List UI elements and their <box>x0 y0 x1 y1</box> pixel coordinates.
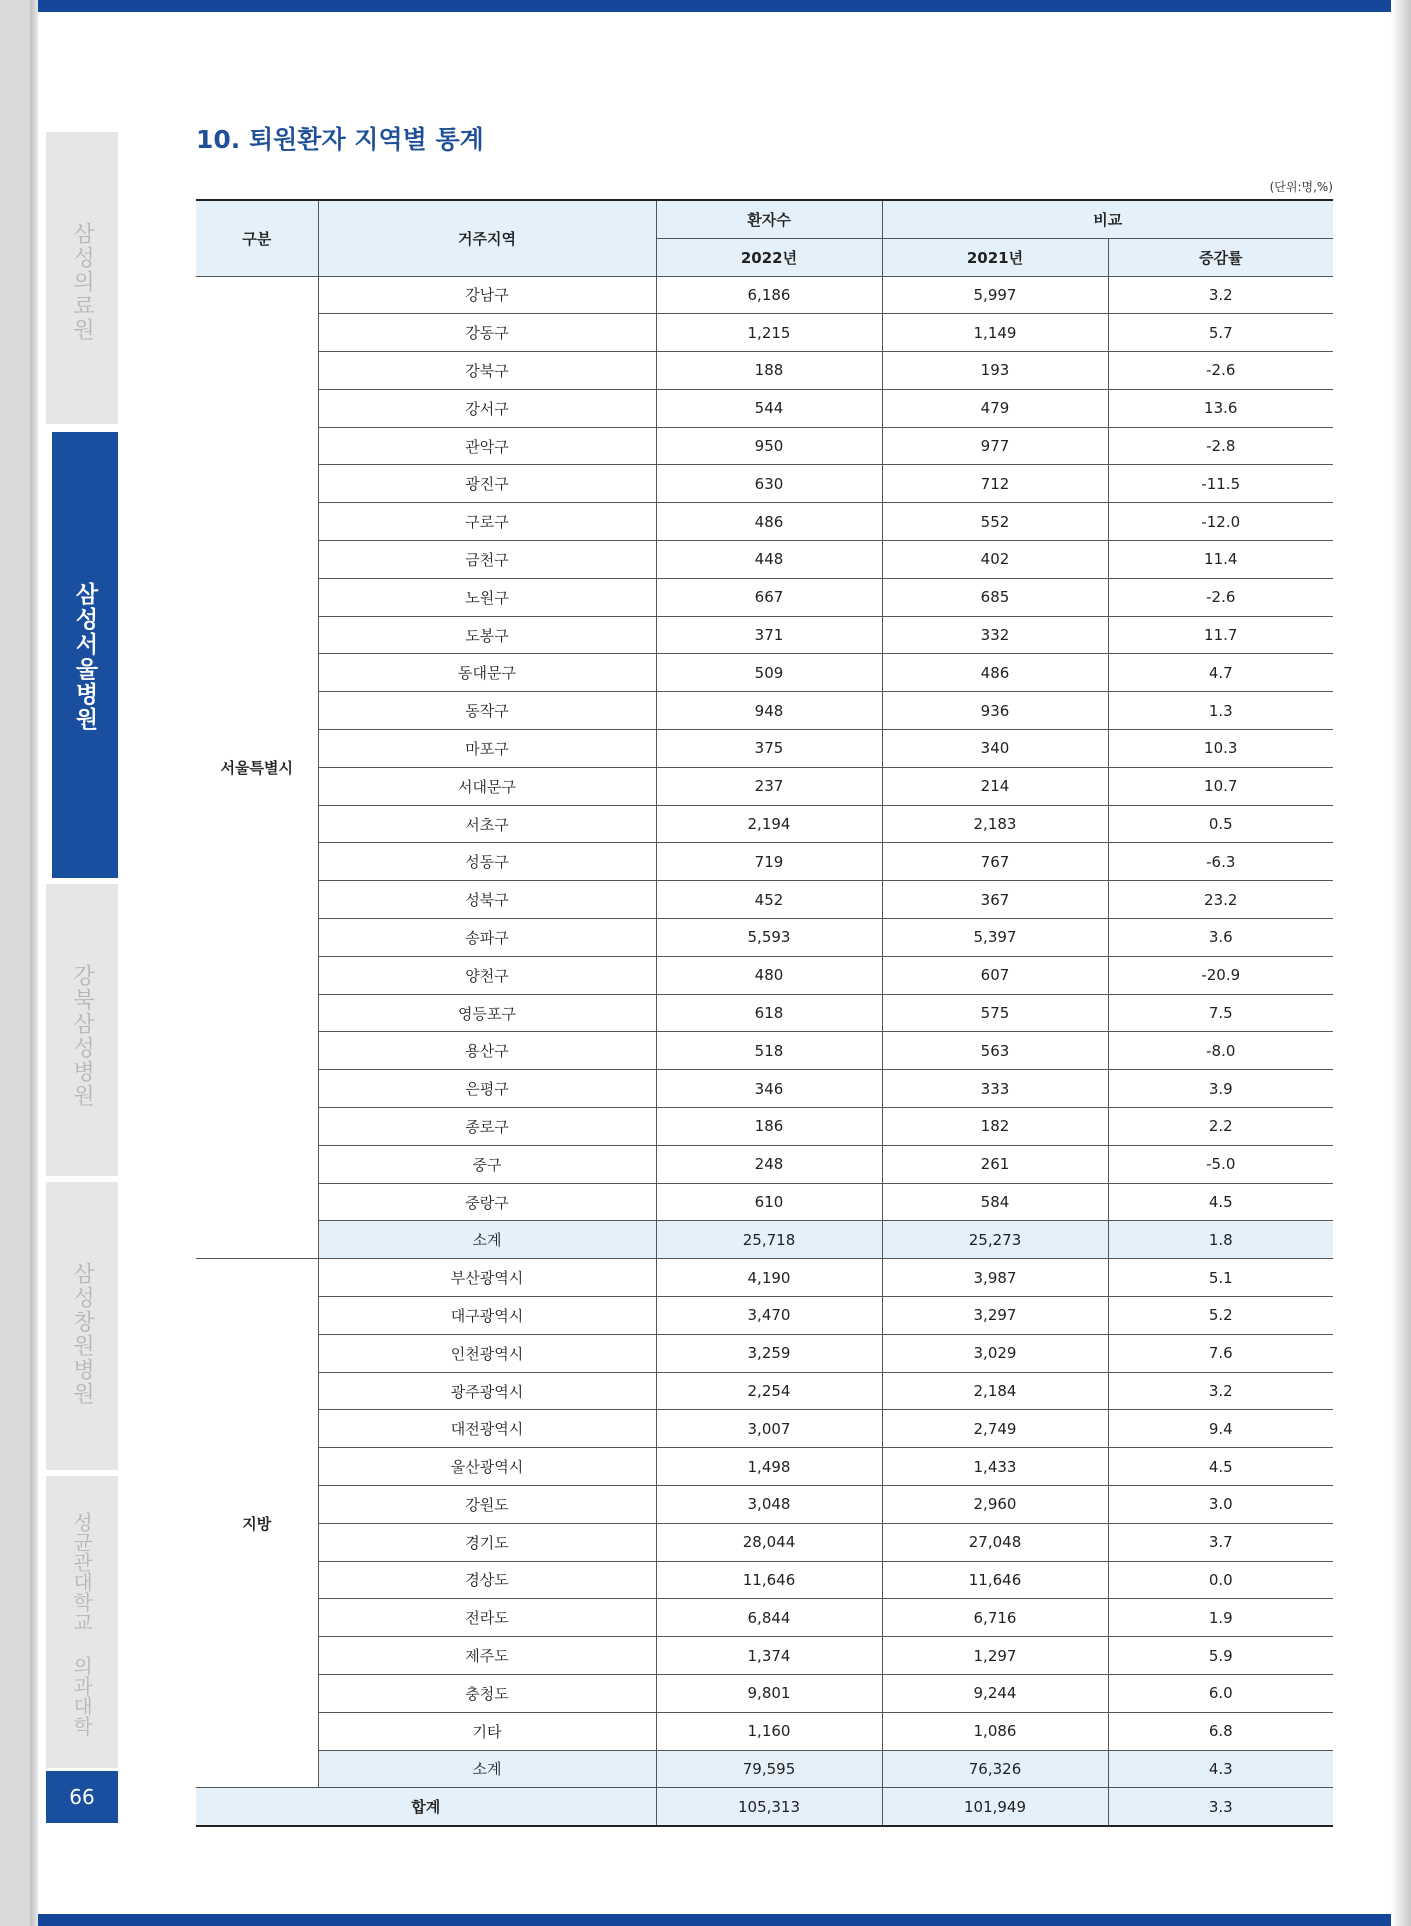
table-row <box>196 1599 1333 1637</box>
table-row <box>196 805 1333 843</box>
rate-cell: 0.5 <box>1108 805 1333 843</box>
patients-2021-cell: 1,149 <box>882 314 1108 352</box>
patients-2021-cell: 3,987 <box>882 1259 1108 1297</box>
subtotal-row <box>196 1221 1333 1259</box>
table-row <box>196 956 1333 994</box>
rate-cell: 23.2 <box>1108 881 1333 919</box>
rate-cell: 4.5 <box>1108 1448 1333 1486</box>
group-label: 서울특별시 <box>196 276 318 1259</box>
region-cell: 강북구 <box>318 352 656 390</box>
region-cell: 충청도 <box>318 1674 656 1712</box>
table-row <box>196 730 1333 768</box>
total-row <box>196 1788 1333 1826</box>
rate-cell: 5.9 <box>1108 1637 1333 1675</box>
rate-cell: 4.5 <box>1108 1183 1333 1221</box>
header-rate: 증감률 <box>1108 238 1333 276</box>
rate-cell: -20.9 <box>1108 956 1333 994</box>
patients-2022-cell: 105,313 <box>656 1788 882 1826</box>
rate-cell: 11.4 <box>1108 541 1333 579</box>
rate-cell: 9.4 <box>1108 1410 1333 1448</box>
side-tab-samsung-changwon-hospital[interactable] <box>46 1182 118 1470</box>
page-title: 10. 퇴원환자 지역별 통계 <box>196 125 484 154</box>
rate-cell: -12.0 <box>1108 503 1333 541</box>
table-row <box>196 616 1333 654</box>
subtotal-row <box>196 1750 1333 1788</box>
rate-cell: 3.2 <box>1108 1372 1333 1410</box>
patients-2022-cell: 371 <box>656 616 882 654</box>
header-category: 구분 <box>196 200 318 276</box>
discharge-region-table <box>196 199 1333 1827</box>
patients-2022-cell: 618 <box>656 994 882 1032</box>
patients-2022-cell: 186 <box>656 1108 882 1146</box>
region-cell: 제주도 <box>318 1637 656 1675</box>
rate-cell: 3.0 <box>1108 1486 1333 1524</box>
region-cell: 광주광역시 <box>318 1372 656 1410</box>
region-cell: 중구 <box>318 1145 656 1183</box>
region-cell: 중랑구 <box>318 1183 656 1221</box>
region-cell: 송파구 <box>318 919 656 957</box>
patients-2021-cell: 261 <box>882 1145 1108 1183</box>
rate-cell: 5.1 <box>1108 1259 1333 1297</box>
rate-cell: 5.7 <box>1108 314 1333 352</box>
patients-2021-cell: 193 <box>882 352 1108 390</box>
table-row <box>196 1372 1333 1410</box>
rate-cell: 2.2 <box>1108 1108 1333 1146</box>
region-cell: 강남구 <box>318 276 656 314</box>
patients-2022-cell: 3,470 <box>656 1297 882 1335</box>
patients-2022-cell: 6,844 <box>656 1599 882 1637</box>
rate-cell: -2.8 <box>1108 427 1333 465</box>
table-row <box>196 1561 1333 1599</box>
table-row <box>196 1183 1333 1221</box>
table-row <box>196 503 1333 541</box>
patients-2022-cell: 4,190 <box>656 1259 882 1297</box>
rate-cell: -8.0 <box>1108 1032 1333 1070</box>
region-cell: 울산광역시 <box>318 1448 656 1486</box>
side-tab-samsung-seoul-hospital[interactable] <box>46 432 118 878</box>
patients-2022-cell: 188 <box>656 352 882 390</box>
patients-2022-cell: 452 <box>656 881 882 919</box>
patients-2022-cell: 1,498 <box>656 1448 882 1486</box>
patients-2021-cell: 479 <box>882 389 1108 427</box>
header-2022: 2022년 <box>656 238 882 276</box>
header-patients: 환자수 <box>656 200 882 238</box>
rate-cell: 13.6 <box>1108 389 1333 427</box>
patients-2022-cell: 1,374 <box>656 1637 882 1675</box>
table-row <box>196 1145 1333 1183</box>
table-row <box>196 541 1333 579</box>
patients-2021-cell: 2,183 <box>882 805 1108 843</box>
region-cell: 영등포구 <box>318 994 656 1032</box>
page-number: 66 <box>46 1771 118 1823</box>
patients-2021-cell: 607 <box>882 956 1108 994</box>
rate-cell: 5.2 <box>1108 1297 1333 1335</box>
rate-cell: -11.5 <box>1108 465 1333 503</box>
patients-2021-cell: 27,048 <box>882 1523 1108 1561</box>
rate-cell: 11.7 <box>1108 616 1333 654</box>
table-row <box>196 1108 1333 1146</box>
rate-cell: 1.3 <box>1108 692 1333 730</box>
region-cell: 경기도 <box>318 1523 656 1561</box>
patients-2021-cell: 2,184 <box>882 1372 1108 1410</box>
patients-2022-cell: 486 <box>656 503 882 541</box>
patients-2021-cell: 563 <box>882 1032 1108 1070</box>
header-region: 거주지역 <box>318 200 656 276</box>
table-row <box>196 1259 1333 1297</box>
region-cell: 전라도 <box>318 1599 656 1637</box>
rate-cell: 7.5 <box>1108 994 1333 1032</box>
patients-2022-cell: 518 <box>656 1032 882 1070</box>
patients-2022-cell: 2,194 <box>656 805 882 843</box>
region-cell: 강동구 <box>318 314 656 352</box>
patients-2021-cell: 6,716 <box>882 1599 1108 1637</box>
side-tab-samsung-medical-center[interactable] <box>46 132 118 424</box>
side-tab-skku-medical-school[interactable] <box>46 1476 118 1768</box>
rate-cell: 3.9 <box>1108 1070 1333 1108</box>
patients-2021-cell: 5,997 <box>882 276 1108 314</box>
region-cell: 노원구 <box>318 578 656 616</box>
patients-2021-cell: 402 <box>882 541 1108 579</box>
patients-2022-cell: 3,048 <box>656 1486 882 1524</box>
table-row <box>196 843 1333 881</box>
side-tab-label: 삼성창원병원 <box>69 1262 95 1406</box>
region-cell: 동작구 <box>318 692 656 730</box>
patients-2021-cell: 685 <box>882 578 1108 616</box>
table-row <box>196 1410 1333 1448</box>
table-row <box>196 1334 1333 1372</box>
patients-2022-cell: 3,007 <box>656 1410 882 1448</box>
side-tab-label: 삼성서울병원 <box>71 582 98 732</box>
side-tab-label: 강북삼성병원 <box>69 964 95 1108</box>
patients-2021-cell: 3,297 <box>882 1297 1108 1335</box>
rate-cell: 6.8 <box>1108 1712 1333 1750</box>
rate-cell: 1.8 <box>1108 1221 1333 1259</box>
patients-2022-cell: 2,254 <box>656 1372 882 1410</box>
rate-cell: 10.7 <box>1108 767 1333 805</box>
group-label: 지방 <box>196 1259 318 1788</box>
patients-2021-cell: 333 <box>882 1070 1108 1108</box>
region-cell: 대전광역시 <box>318 1410 656 1448</box>
patients-2022-cell: 346 <box>656 1070 882 1108</box>
rate-cell: -2.6 <box>1108 352 1333 390</box>
rate-cell: 3.3 <box>1108 1788 1333 1826</box>
patients-2022-cell: 237 <box>656 767 882 805</box>
region-cell: 광진구 <box>318 465 656 503</box>
rate-cell: -6.3 <box>1108 843 1333 881</box>
patients-2022-cell: 509 <box>656 654 882 692</box>
table-row <box>196 919 1333 957</box>
patients-2022-cell: 25,718 <box>656 1221 882 1259</box>
table-row <box>196 1486 1333 1524</box>
table-row <box>196 1523 1333 1561</box>
table-row <box>196 881 1333 919</box>
table-row <box>196 1637 1333 1675</box>
region-cell: 은평구 <box>318 1070 656 1108</box>
patients-2021-cell: 977 <box>882 427 1108 465</box>
patients-2022-cell: 630 <box>656 465 882 503</box>
patients-2021-cell: 552 <box>882 503 1108 541</box>
unit-note: (단위:명,%) <box>1269 180 1333 194</box>
patients-2022-cell: 544 <box>656 389 882 427</box>
region-cell: 용산구 <box>318 1032 656 1070</box>
table-row <box>196 427 1333 465</box>
table-row <box>196 654 1333 692</box>
total-label: 합계 <box>196 1788 656 1826</box>
patients-2022-cell: 448 <box>656 541 882 579</box>
table-row <box>196 692 1333 730</box>
patients-2022-cell: 28,044 <box>656 1523 882 1561</box>
region-cell: 구로구 <box>318 503 656 541</box>
patients-2022-cell: 610 <box>656 1183 882 1221</box>
patients-2021-cell: 25,273 <box>882 1221 1108 1259</box>
patients-2021-cell: 214 <box>882 767 1108 805</box>
region-cell: 동대문구 <box>318 654 656 692</box>
patients-2021-cell: 5,397 <box>882 919 1108 957</box>
patients-2022-cell: 1,215 <box>656 314 882 352</box>
patients-2021-cell: 2,960 <box>882 1486 1108 1524</box>
patients-2022-cell: 9,801 <box>656 1674 882 1712</box>
side-tab-kangbuk-samsung-hospital[interactable] <box>46 884 118 1176</box>
patients-2022-cell: 480 <box>656 956 882 994</box>
table-row <box>196 1674 1333 1712</box>
patients-2021-cell: 182 <box>882 1108 1108 1146</box>
patients-2022-cell: 667 <box>656 578 882 616</box>
patients-2022-cell: 950 <box>656 427 882 465</box>
region-cell: 인천광역시 <box>318 1334 656 1372</box>
patients-2022-cell: 3,259 <box>656 1334 882 1372</box>
region-cell: 소계 <box>318 1221 656 1259</box>
region-cell: 금천구 <box>318 541 656 579</box>
region-cell: 대구광역시 <box>318 1297 656 1335</box>
rate-cell: -5.0 <box>1108 1145 1333 1183</box>
rate-cell: 4.7 <box>1108 654 1333 692</box>
rate-cell: 7.6 <box>1108 1334 1333 1372</box>
table-row <box>196 1448 1333 1486</box>
region-cell: 도봉구 <box>318 616 656 654</box>
region-cell: 종로구 <box>318 1108 656 1146</box>
patients-2021-cell: 584 <box>882 1183 1108 1221</box>
table-row <box>196 314 1333 352</box>
table-row <box>196 465 1333 503</box>
patients-2021-cell: 9,244 <box>882 1674 1108 1712</box>
patients-2021-cell: 486 <box>882 654 1108 692</box>
patients-2021-cell: 1,433 <box>882 1448 1108 1486</box>
table-row <box>196 578 1333 616</box>
side-tab-label: 삼성의료원 <box>69 222 95 342</box>
patients-2022-cell: 375 <box>656 730 882 768</box>
region-cell: 서초구 <box>318 805 656 843</box>
table-row <box>196 1070 1333 1108</box>
table-row <box>196 1712 1333 1750</box>
region-cell: 경상도 <box>318 1561 656 1599</box>
table-row <box>196 389 1333 427</box>
patients-2022-cell: 719 <box>656 843 882 881</box>
rate-cell: 3.7 <box>1108 1523 1333 1561</box>
region-cell: 관악구 <box>318 427 656 465</box>
region-cell: 양천구 <box>318 956 656 994</box>
patients-2021-cell: 3,029 <box>882 1334 1108 1372</box>
patients-2022-cell: 248 <box>656 1145 882 1183</box>
region-cell: 성동구 <box>318 843 656 881</box>
patients-2021-cell: 767 <box>882 843 1108 881</box>
patients-2021-cell: 712 <box>882 465 1108 503</box>
patients-2021-cell: 1,297 <box>882 1637 1108 1675</box>
rate-cell: 10.3 <box>1108 730 1333 768</box>
patients-2021-cell: 575 <box>882 994 1108 1032</box>
table-row <box>196 352 1333 390</box>
region-cell: 마포구 <box>318 730 656 768</box>
patients-2022-cell: 11,646 <box>656 1561 882 1599</box>
patients-2021-cell: 367 <box>882 881 1108 919</box>
region-cell: 강서구 <box>318 389 656 427</box>
rate-cell: -2.6 <box>1108 578 1333 616</box>
patients-2021-cell: 11,646 <box>882 1561 1108 1599</box>
header-comparison: 비교 <box>882 200 1333 238</box>
patients-2021-cell: 101,949 <box>882 1788 1108 1826</box>
region-cell: 강원도 <box>318 1486 656 1524</box>
side-tab-label: 성균관대학교 의과대학 <box>69 1512 94 1736</box>
patients-2021-cell: 936 <box>882 692 1108 730</box>
table-row <box>196 1297 1333 1335</box>
table-body <box>196 276 1333 1826</box>
patients-2022-cell: 1,160 <box>656 1712 882 1750</box>
patients-2022-cell: 79,595 <box>656 1750 882 1788</box>
region-cell: 부산광역시 <box>318 1259 656 1297</box>
page-shadow <box>1391 0 1411 1926</box>
table-row <box>196 994 1333 1032</box>
region-cell: 기타 <box>318 1712 656 1750</box>
patients-2022-cell: 6,186 <box>656 276 882 314</box>
patients-2022-cell: 948 <box>656 692 882 730</box>
region-cell: 서대문구 <box>318 767 656 805</box>
patients-2021-cell: 340 <box>882 730 1108 768</box>
rate-cell: 6.0 <box>1108 1674 1333 1712</box>
rate-cell: 1.9 <box>1108 1599 1333 1637</box>
rate-cell: 3.6 <box>1108 919 1333 957</box>
region-cell: 소계 <box>318 1750 656 1788</box>
patients-2021-cell: 332 <box>882 616 1108 654</box>
rate-cell: 0.0 <box>1108 1561 1333 1599</box>
patients-2021-cell: 1,086 <box>882 1712 1108 1750</box>
table-row <box>196 1032 1333 1070</box>
table-row <box>196 767 1333 805</box>
region-cell: 성북구 <box>318 881 656 919</box>
patients-2021-cell: 2,749 <box>882 1410 1108 1448</box>
table-row <box>196 276 1333 314</box>
patients-2021-cell: 76,326 <box>882 1750 1108 1788</box>
patients-2022-cell: 5,593 <box>656 919 882 957</box>
rate-cell: 4.3 <box>1108 1750 1333 1788</box>
header-2021: 2021년 <box>882 238 1108 276</box>
rate-cell: 3.2 <box>1108 276 1333 314</box>
